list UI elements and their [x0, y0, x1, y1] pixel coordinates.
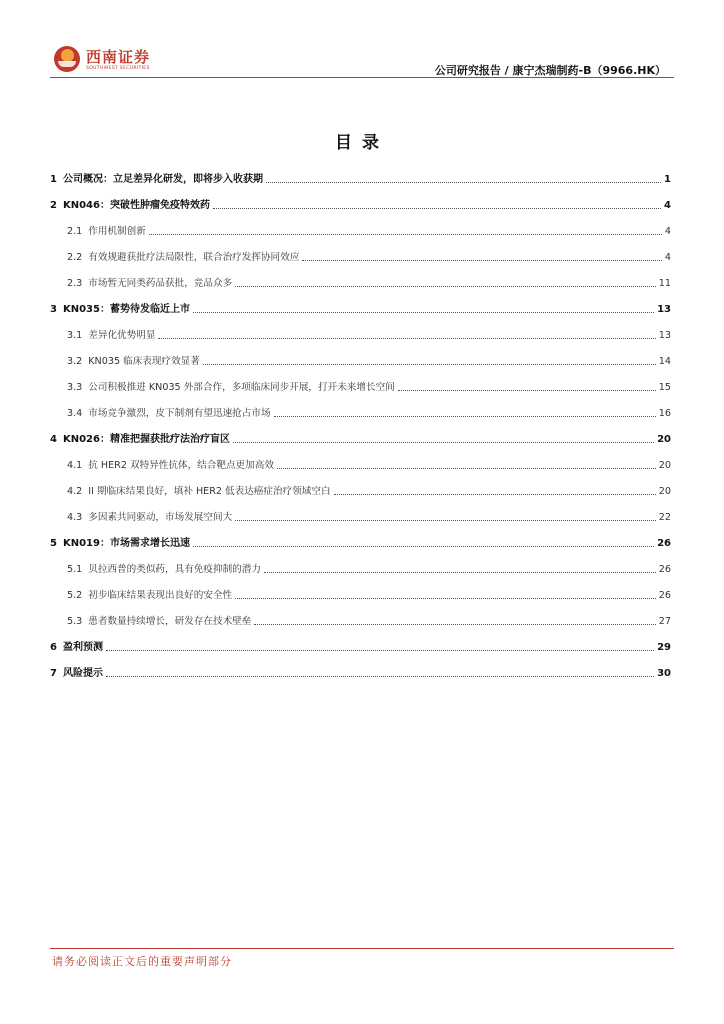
toc-entry-label: KN026：精准把握获批疗法治疗盲区 [62, 434, 230, 445]
toc-dot-leader [266, 182, 661, 183]
toc-entry-number: 5.1 [67, 564, 83, 575]
toc-entry[interactable] [50, 508, 671, 524]
toc-entry-page: 16 [658, 408, 671, 419]
toc-entry-number: 3.2 [67, 356, 83, 367]
toc-dot-leader [235, 598, 656, 599]
toc-entry-number: 3 [50, 304, 57, 315]
toc-entry-label: 初步临床结果表现出良好的安全性 [88, 590, 233, 601]
toc-entry-page: 20 [657, 434, 671, 445]
toc-entry[interactable] [50, 326, 671, 342]
toc-dot-leader [213, 208, 661, 209]
toc-entry-page: 20 [658, 486, 671, 497]
toc-entry-number: 4.1 [67, 460, 83, 471]
toc-entry-page: 13 [657, 304, 671, 315]
toc-entry[interactable] [50, 222, 671, 238]
toc-entry-number: 6 [50, 642, 57, 653]
toc-dot-leader [334, 494, 656, 495]
toc-entry-page: 22 [658, 512, 671, 523]
toc-entry-page: 26 [657, 538, 671, 549]
toc-entry-label: KN019：市场需求增长迅速 [62, 538, 190, 549]
toc-dot-leader [149, 234, 662, 235]
toc-entry-number: 3.4 [67, 408, 83, 419]
toc-entry-label: KN046：突破性肿瘤免疫特效药 [62, 200, 210, 211]
toc-dot-leader [254, 624, 655, 625]
toc-entry-label: 患者数量持续增长，研发存在技术壁垒 [88, 616, 252, 627]
toc-entry-page: 27 [658, 616, 671, 627]
toc-entry[interactable] [50, 430, 671, 446]
toc-entry-page: 20 [658, 460, 671, 471]
toc-entry[interactable] [50, 534, 671, 550]
toc-entry-number: 1 [50, 174, 57, 185]
toc-dot-leader [264, 572, 656, 573]
toc-entry-page: 29 [657, 642, 671, 653]
toc-dot-leader [203, 364, 656, 365]
report-title: 公司研究报告 / 康宁杰瑞制药-B（9966.HK） [434, 64, 666, 77]
toc-entry-page: 26 [658, 564, 671, 575]
toc-entry-page: 15 [658, 382, 671, 393]
toc-dot-leader [193, 312, 654, 313]
toc-entry[interactable] [50, 638, 671, 654]
toc-entry-label: 公司积极推进 KN035 外部合作，多项临床同步开展，打开未来增长空间 [88, 382, 395, 393]
toc-entry[interactable] [50, 664, 671, 680]
toc-entry-label: 盈利预测 [62, 642, 103, 653]
logo-english-name: SOUTHWEST SECURITIES [86, 66, 150, 71]
toc-entry-page: 14 [658, 356, 671, 367]
toc-entry[interactable] [50, 586, 671, 602]
toc-entry-number: 5.2 [67, 590, 83, 601]
toc-entry-number: 2 [50, 200, 57, 211]
toc-entry-page: 11 [658, 278, 671, 289]
toc-entry-number: 2.2 [67, 252, 83, 263]
toc-entry[interactable] [50, 300, 671, 316]
toc-dot-leader [235, 520, 656, 521]
toc-entry-label: KN035 临床表现疗效显著 [88, 356, 200, 367]
toc-dot-leader [106, 650, 654, 651]
toc-entry[interactable] [50, 456, 671, 472]
page-header [50, 40, 674, 80]
toc-dot-leader [158, 338, 655, 339]
toc-entry-page: 13 [658, 330, 671, 341]
toc-dot-leader [233, 442, 654, 443]
toc-entry-number: 2.1 [67, 226, 83, 237]
toc-entry-page: 26 [658, 590, 671, 601]
toc-entry-label: II 期临床结果良好，填补 HER2 低表达癌症治疗领域空白 [88, 486, 331, 497]
toc-entry-label: 公司概况：立足差异化研发，即将步入收获期 [62, 174, 263, 185]
toc-entry-number: 7 [50, 668, 57, 679]
toc-entry-number: 3.3 [67, 382, 83, 393]
company-logo [50, 42, 190, 76]
toc-dot-leader [302, 260, 662, 261]
toc-entry[interactable] [50, 378, 671, 394]
toc-entry[interactable] [50, 612, 671, 628]
toc-entry-page: 4 [664, 252, 671, 263]
toc-entry-label: 有效规避获批疗法局限性，联合治疗发挥协同效应 [88, 252, 300, 263]
toc-entry-label: 市场暂无同类药品获批，竞品众多 [88, 278, 233, 289]
toc-entry-label: 风险提示 [62, 668, 103, 679]
toc-title: 目录 [335, 133, 389, 153]
toc-entry[interactable] [50, 170, 671, 186]
toc-entry[interactable] [50, 560, 671, 576]
toc-entry-label: 差异化优势明显 [88, 330, 156, 341]
toc-entry-page: 30 [657, 668, 671, 679]
toc-entry-label: 抗 HER2 双特异性抗体，结合靶点更加高效 [88, 460, 274, 471]
toc-entry[interactable] [50, 404, 671, 420]
toc-entry-page: 1 [664, 174, 671, 185]
toc-dot-leader [398, 390, 656, 391]
toc-entry-number: 4.3 [67, 512, 83, 523]
toc-entry[interactable] [50, 482, 671, 498]
toc-entry-number: 2.3 [67, 278, 83, 289]
toc-entry-label: 作用机制创新 [88, 226, 146, 237]
toc-entry-number: 4.2 [67, 486, 83, 497]
toc-entry[interactable] [50, 196, 671, 212]
toc-entry-page: 4 [664, 226, 671, 237]
footer-disclaimer: 请务必阅读正文后的重要声明部分 [52, 955, 232, 968]
toc-entry-page: 4 [664, 200, 671, 211]
toc-dot-leader [277, 468, 656, 469]
toc-entry[interactable] [50, 352, 671, 368]
toc-entry-label: KN035：蓄势待发临近上市 [62, 304, 190, 315]
footer-divider [50, 948, 674, 949]
toc-dot-leader [274, 416, 656, 417]
toc-entry-number: 3.1 [67, 330, 83, 341]
toc-dot-leader [193, 546, 654, 547]
toc-dot-leader [106, 676, 654, 677]
toc-entry-number: 5 [50, 538, 57, 549]
logo-emblem-icon [54, 46, 80, 72]
toc-entry-label: 市场竞争激烈，皮下制剂有望迅速抢占市场 [88, 408, 271, 419]
toc-entry-label: 多因素共同驱动，市场发展空间大 [88, 512, 233, 523]
toc-entry-label: 贝拉西普的类似药，具有免疫抑制的潜力 [88, 564, 261, 575]
toc-entry-number: 4 [50, 434, 57, 445]
logo-chinese-name: 西南证券 [86, 48, 151, 66]
toc-entry[interactable] [50, 248, 671, 264]
toc-dot-leader [235, 286, 656, 287]
header-divider [50, 77, 674, 78]
toc-entry[interactable] [50, 274, 671, 290]
toc-entry-number: 5.3 [67, 616, 83, 627]
